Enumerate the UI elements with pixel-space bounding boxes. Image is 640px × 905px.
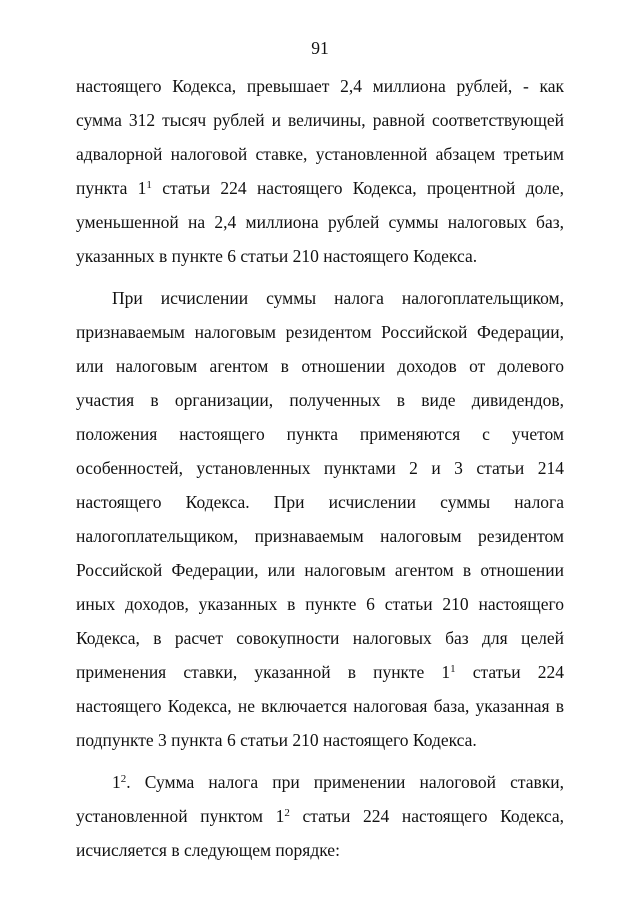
paragraph-text: . Сумма налога при применении налоговой ставки, установленной пунктом 1: [76, 772, 564, 826]
document-body: [76, 69, 564, 875]
superscript: 1: [450, 662, 456, 675]
paragraph-text: 1: [112, 772, 121, 792]
paragraph: [76, 281, 564, 757]
paragraph: [76, 69, 564, 273]
paragraph-text: настоящего Кодекса, превышает 2,4 миллиона рублей, - как сумма 312 тысяч рублей и величины, равной соответствующей адвалорной налоговой ставке, установленной абзацем третьим пункта 1: [76, 76, 564, 198]
superscript: 1: [146, 178, 152, 191]
paragraph-text: статьи 224 настоящего Кодекса, не включается налоговая база, указанная в подпункте 3 пункта 6 статьи 210 настоящего Кодекса.: [76, 662, 564, 750]
paragraph-text: статьи 224 настоящего Кодекса, исчисляется в следующем порядке:: [76, 806, 564, 860]
superscript: 2: [284, 806, 290, 819]
paragraph-text: статьи 224 настоящего Кодекса, процентной доле, уменьшенной на 2,4 миллиона рублей суммы налоговых баз, указанных в пункте 6 статьи 210 настоящего Кодекса.: [76, 178, 564, 266]
page-number: 91: [311, 38, 329, 58]
paragraph: [76, 765, 564, 867]
paragraph-text: При исчислении суммы налога налогоплательщиком, признаваемым налоговым резидентом Российской Федерации, или налоговым агентом в отношении доходов от долевого участия в организации, полученных в виде дивидендов, положения настоящего пункта применяются с учетом особенностей, установленных пунктами 2 и 3 статьи 214 настоящего Кодекса. При исчислении суммы налога налогоплательщиком, признаваемым налоговым резидентом Российской Федерации, или налоговым агентом в отношении иных доходов, указанных в пункте 6 статьи 210 настоящего Кодекса, в расчет совокупности налоговых баз для целей применения ставки, указанной в пункте 1: [76, 288, 564, 682]
superscript: 2: [120, 772, 127, 785]
